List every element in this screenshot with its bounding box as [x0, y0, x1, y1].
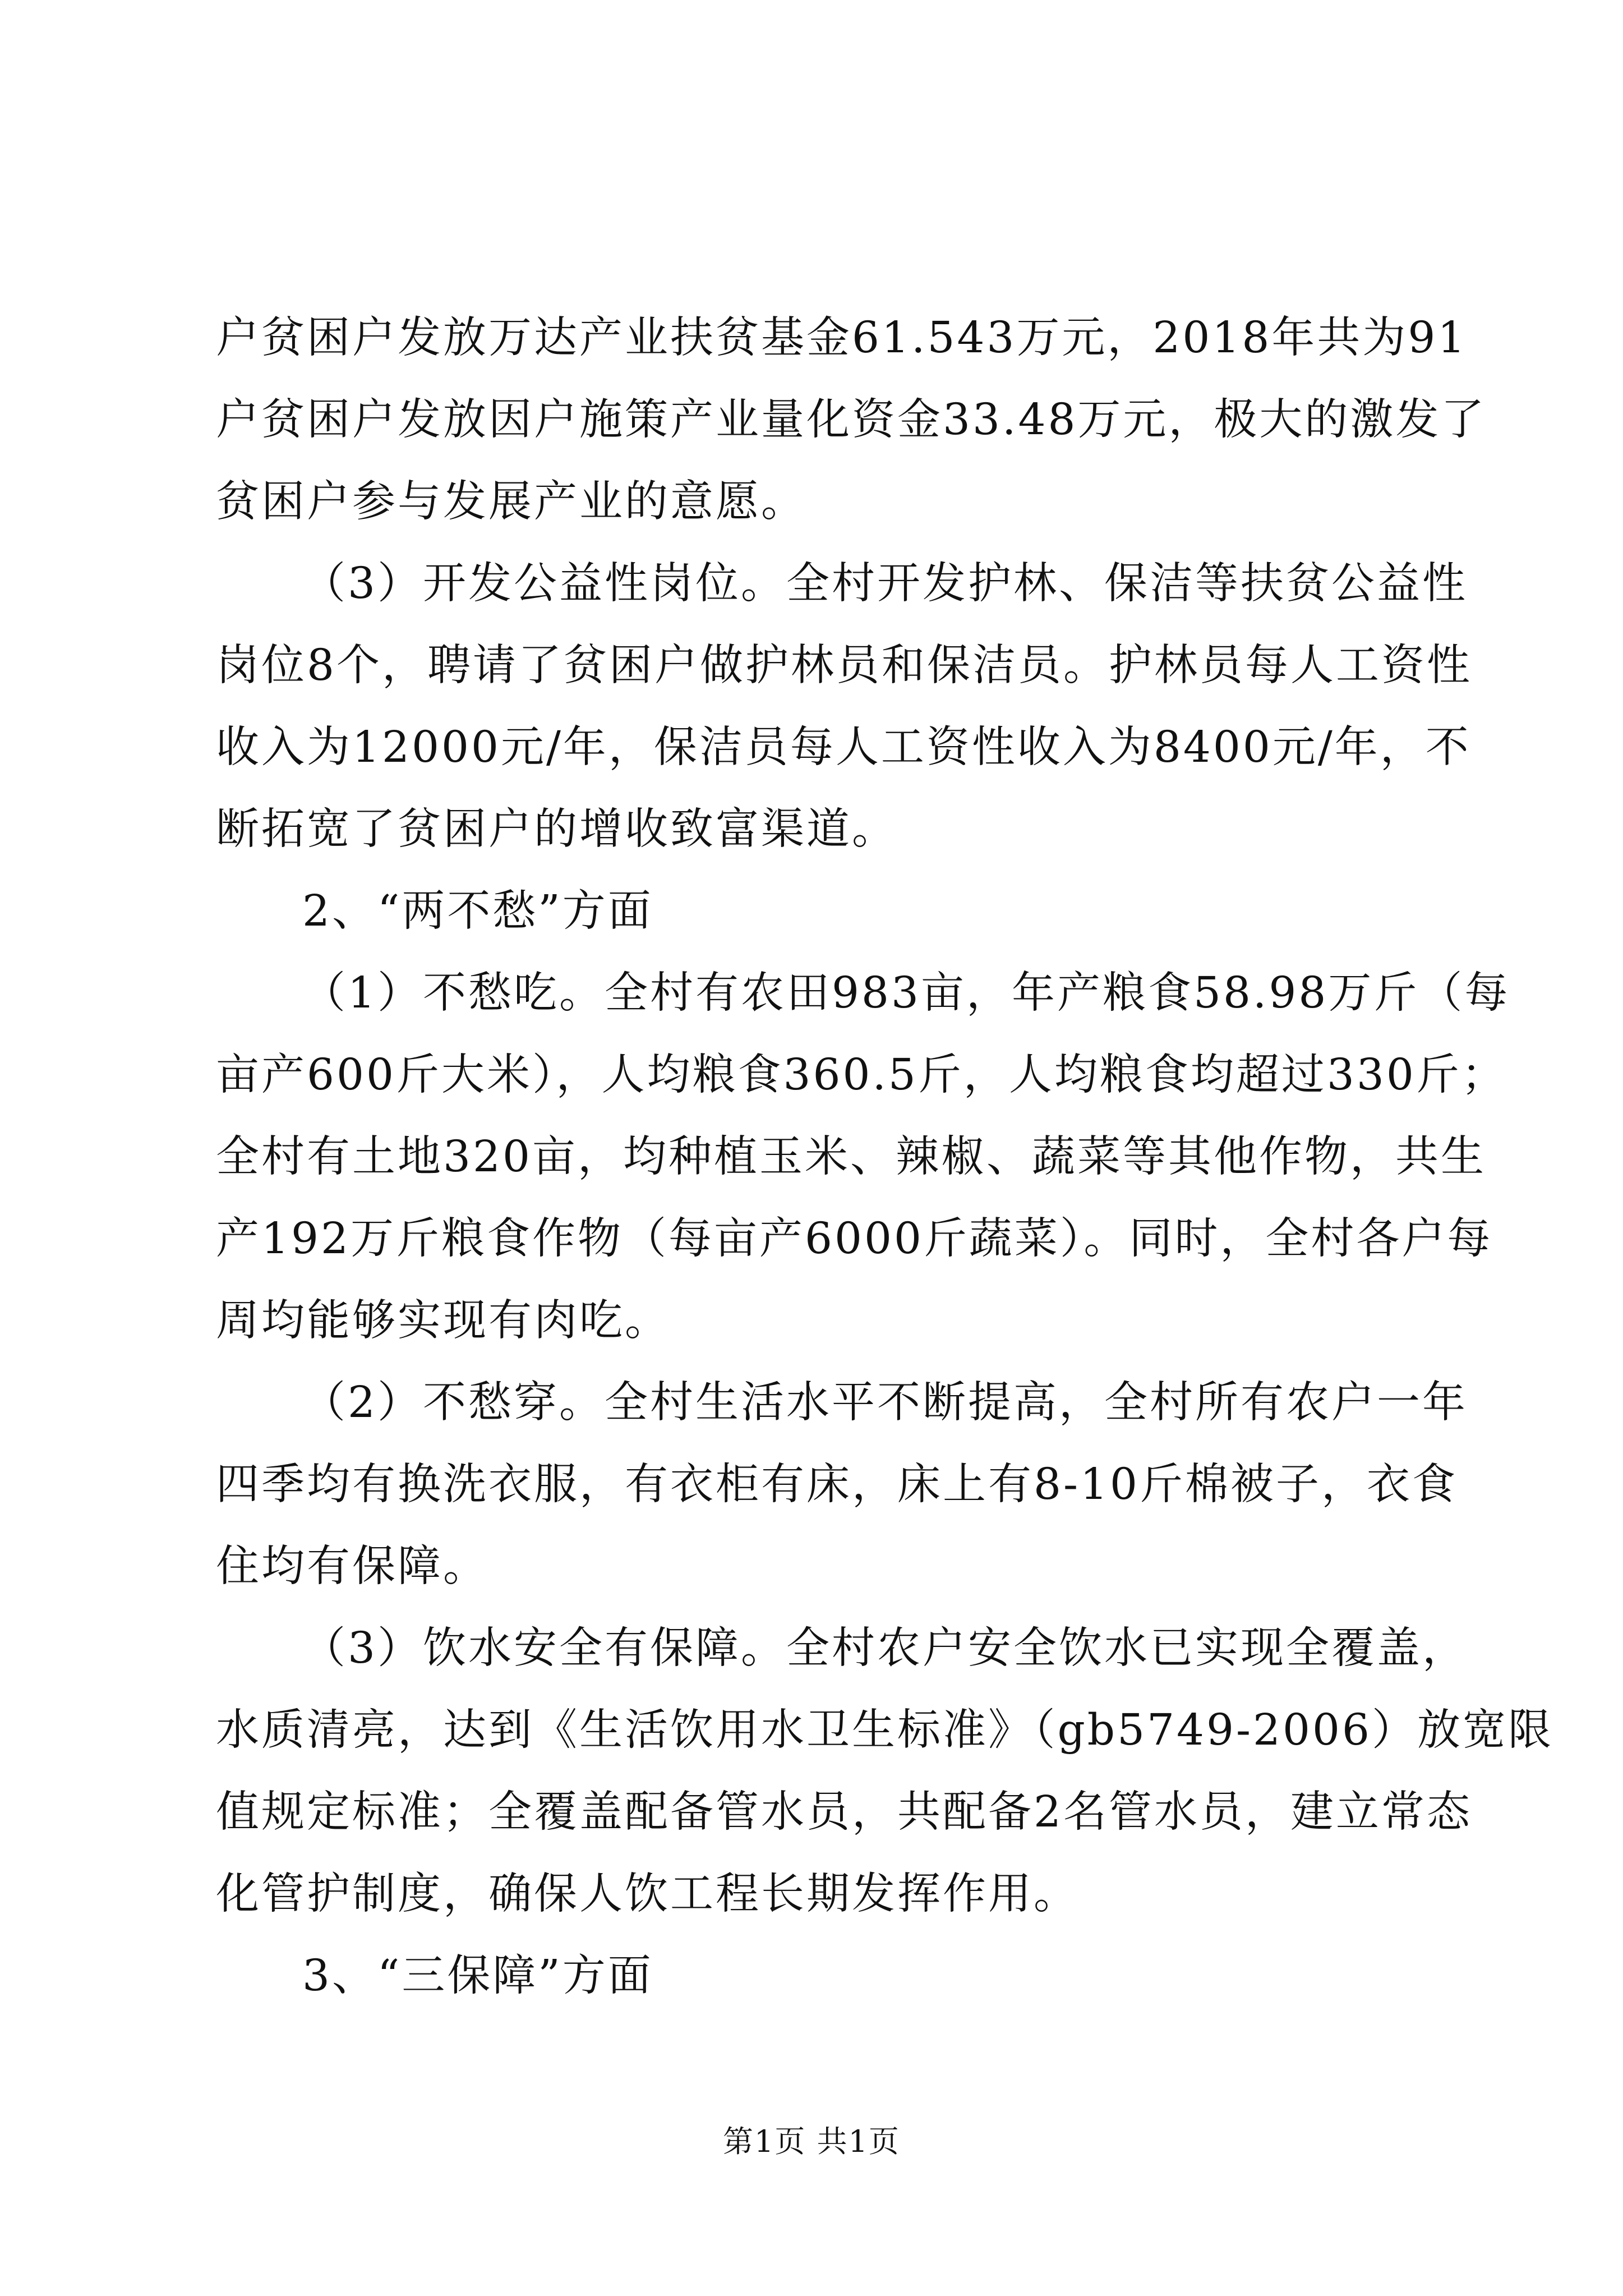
paragraph-drinking-water [216, 1608, 1554, 1935]
text-line: （3）饮水安全有保障。全村农户安全饮水已实现全覆盖， [302, 1623, 1468, 1673]
text-line: 周均能够实现有肉吃。 [216, 1296, 670, 1346]
text-line: （1）不愁吃。全村有农田983亩，年产粮食58.98万斤（每 [302, 968, 1510, 1018]
page-footer [0, 2118, 1623, 2161]
text-line: 收入为12000元/年，保洁员每人工资性收入为8400元/年，不 [216, 723, 1471, 772]
text-line: 断拓宽了贫困户的增收致富渠道。 [216, 804, 897, 854]
paragraph-industry-funds [216, 297, 1487, 543]
text-line: 岗位8个，聘请了贫困户做护林员和保洁员。护林员每人工资性 [216, 641, 1472, 691]
document-body [216, 297, 1554, 2017]
section-heading-two-no-worries [216, 871, 1416, 953]
text-line: 化管护制度，确保人饮工程长期发挥作用。 [216, 1869, 1079, 1919]
text-line: 住均有保障。 [216, 1542, 488, 1591]
text-line: 贫困户参与发展产业的意愿。 [216, 477, 806, 527]
text-line: 产192万斤粮食作物（每亩产6000斤蔬菜）。同时，全村各户每 [216, 1214, 1493, 1264]
paragraph-public-welfare-posts [216, 543, 1472, 871]
paragraph-clothing-security [216, 1362, 1468, 1608]
section-heading: 3、“三保障”方面 [302, 1951, 653, 2001]
text-line: 值规定标准；全覆盖配备管水员，共配备2名管水员，建立常态 [216, 1787, 1472, 1837]
paragraph-food-security [216, 953, 1510, 1362]
section-heading-three-guarantees [216, 1935, 1416, 2017]
text-line: 四季均有换洗衣服，有衣柜有床，床上有8-10斤棉被子，衣食 [216, 1460, 1458, 1510]
text-line: 户贫困户发放万达产业扶贫基金61.543万元，2018年共为91 [216, 313, 1468, 363]
text-line: 亩产600斤大米），人均粮食360.5斤，人均粮食均超过330斤； [216, 1050, 1507, 1100]
text-line: 全村有土地320亩，均种植玉米、辣椒、蔬菜等其他作物，共生 [216, 1132, 1486, 1182]
text-line: （3）开发公益性岗位。全村开发护林、保洁等扶贫公益性 [302, 559, 1468, 609]
text-line: （2）不愁穿。全村生活水平不断提高，全村所有农户一年 [302, 1378, 1468, 1428]
text-line: 户贫困户发放因户施策产业量化资金33.48万元，极大的激发了 [216, 395, 1487, 445]
section-heading: 2、“两不愁”方面 [302, 886, 653, 936]
page-number-label: 第1页 共1页 [723, 2124, 900, 2159]
text-line: 水质清亮，达到《生活饮用水卫生标准》（gb5749-2006）放宽限 [216, 1705, 1554, 1755]
